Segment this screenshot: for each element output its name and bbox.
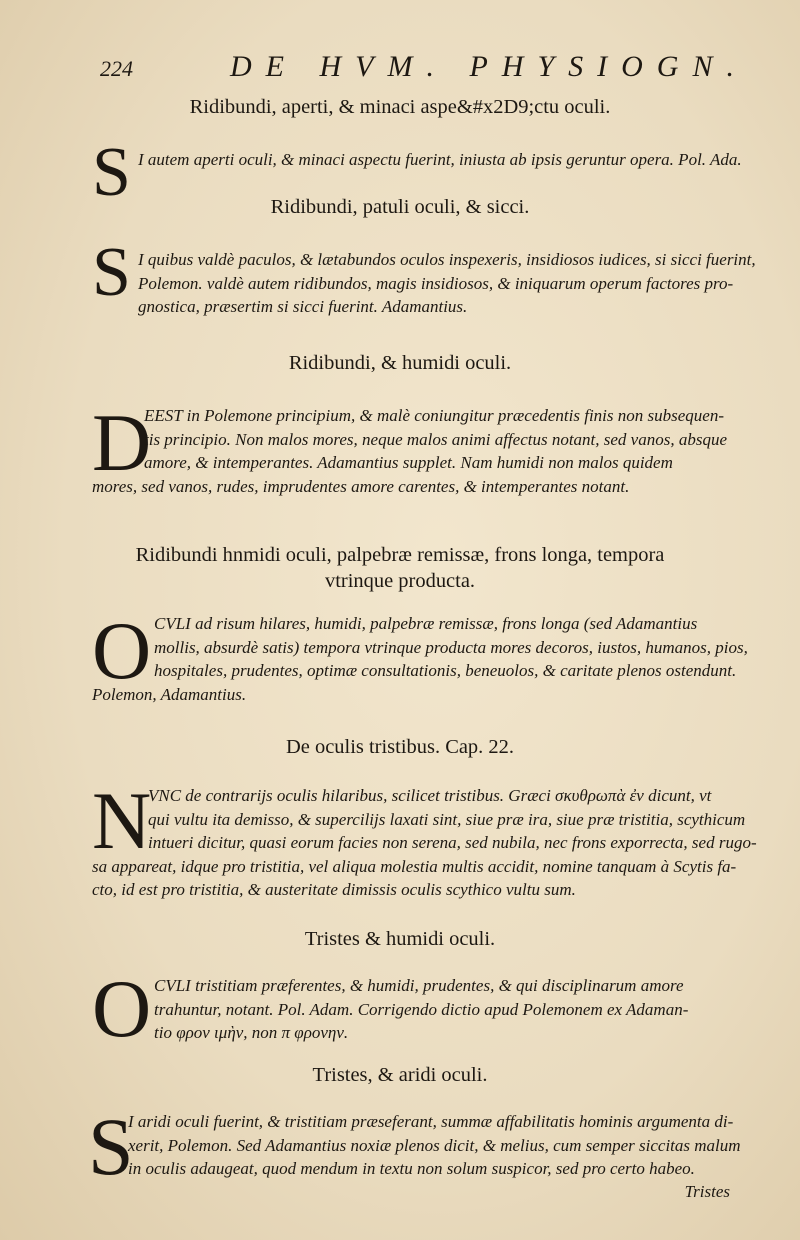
drop-cap: S (92, 234, 131, 311)
page-header (100, 50, 760, 90)
drop-cap: S (88, 1101, 134, 1192)
drop-cap: O (92, 963, 152, 1054)
text-line: CVLI tristitiam præferentes, & humidi, prudentes, & qui disciplinarum amore (154, 976, 684, 995)
text-line: sa appareat, idque pro tristitia, vel aliqua molestia multis accidit, nomine tanquam à Scytis fa- (92, 856, 737, 876)
text-line: Polemon. valdè autem ridibundos, magis insidiosos, & iniquarum operum factores pro- (138, 273, 734, 293)
text-line: qui vultu ita demisso, & supercilijs laxati sint, siue præ ira, siue præ tristitia, scythicum (148, 809, 746, 829)
text-line: gnostica, præsertim si sicci fuerint. Adamantius. (138, 297, 468, 316)
section-heading: Ridibundi, & humidi oculi. (288, 352, 512, 374)
text-line: tio φρον ιμὴν, non π φρονην. (154, 1023, 349, 1042)
text-line: trahuntur, notant. Pol. Adam. Corrigendo dictio apud Polemonem ex Adaman- (154, 999, 689, 1019)
text-line: intueri dicitur, quasi eorum facies non serena, sed nubila, nec frons exporrecta, sed rugo- (148, 833, 757, 852)
running-title: DE HVM. PHYSIOGN. (230, 50, 748, 83)
text-line: mores, sed vanos, rudes, imprudentes amore carentes, & intemperantes notant. (92, 476, 630, 496)
text-line: I aridi oculi fuerint, & tristitiam præseferant, summæ affabilitatis hominis argumenta di- (128, 1112, 734, 1131)
text-line: xerit, Polemon. Sed Adamantius noxiæ plenos dicit, & melius, cum semper siccitas malum (128, 1135, 741, 1155)
section-heading: Tristes & humidi oculi. (304, 928, 496, 950)
drop-cap: D (92, 397, 152, 488)
section-heading: Ridibundi, aperti, & minaci aspe&#x2D9;ctu oculi. (189, 96, 611, 118)
paragraph (92, 784, 767, 902)
heading-line: vtrinque producta. (324, 570, 476, 592)
text-line: tis principio. Non malos mores, neque malos animi affectus notant, sed vanos, absque (144, 429, 728, 449)
page-number: 224 (100, 56, 133, 81)
text-line: Polemon, Adamantius. (92, 684, 247, 704)
text-line: in oculis adaugeat, quod mendum in textu non solum suspicor, sed pro certo habeo. (128, 1159, 695, 1178)
paragraph (92, 248, 767, 319)
section-heading: Tristes, & aridi oculi. (312, 1064, 488, 1086)
text-line: amore, & intemperantes. Adamantius supplet. Nam humidi non malos quidem (144, 453, 673, 472)
text-line: hospitales, prudentes, optimæ consultationis, beneuolos, & caritate plenos ostendunt. (154, 661, 737, 680)
section-heading: Ridibundi, patuli oculi, & sicci. (270, 196, 530, 218)
paragraph (92, 974, 767, 1045)
text-line: EEST in Polemone principium, & malè coniungitur præcedentis finis non subsequen- (144, 406, 724, 425)
paragraph (92, 148, 767, 172)
text-line: VNC de contrarijs oculis hilaribus, scilicet tristibus. Græci σκυθρωπὰ ἐν dicunt, vt (148, 786, 712, 805)
paragraph (92, 605, 767, 706)
catchword: Tristes (684, 1182, 730, 1201)
text-line: cto, id est pro tristitia, & austeritate dimissis oculis scythico vultu sum. (92, 880, 576, 899)
drop-cap: O (92, 605, 152, 696)
text-line: CVLI ad risum hilares, humidi, palpebræ remissæ, frons longa (sed Adamantius (154, 614, 698, 633)
paragraph (92, 1110, 767, 1181)
drop-cap: N (92, 775, 152, 866)
paragraph (92, 397, 767, 498)
text-line: I quibus valdè paculos, & lætabundos oculos inspexeris, insidiosos iudices, si sicci fuerint, (138, 250, 756, 269)
text-line: mollis, absurdè satis) tempora vtrinque producta mores decoros, iustos, humanos, pios, (154, 637, 748, 657)
drop-cap: S (92, 134, 131, 211)
heading-line: Ridibundi hnmidi oculi, palpebræ remissæ, frons longa, tempora (135, 544, 665, 566)
section-heading (0, 542, 800, 594)
text-line: I autem aperti oculi, & minaci aspectu fuerint, iniusta ab ipsis geruntur opera. Pol. Ada. (138, 150, 742, 169)
section-heading: De oculis tristibus. Cap. 22. (286, 736, 514, 758)
